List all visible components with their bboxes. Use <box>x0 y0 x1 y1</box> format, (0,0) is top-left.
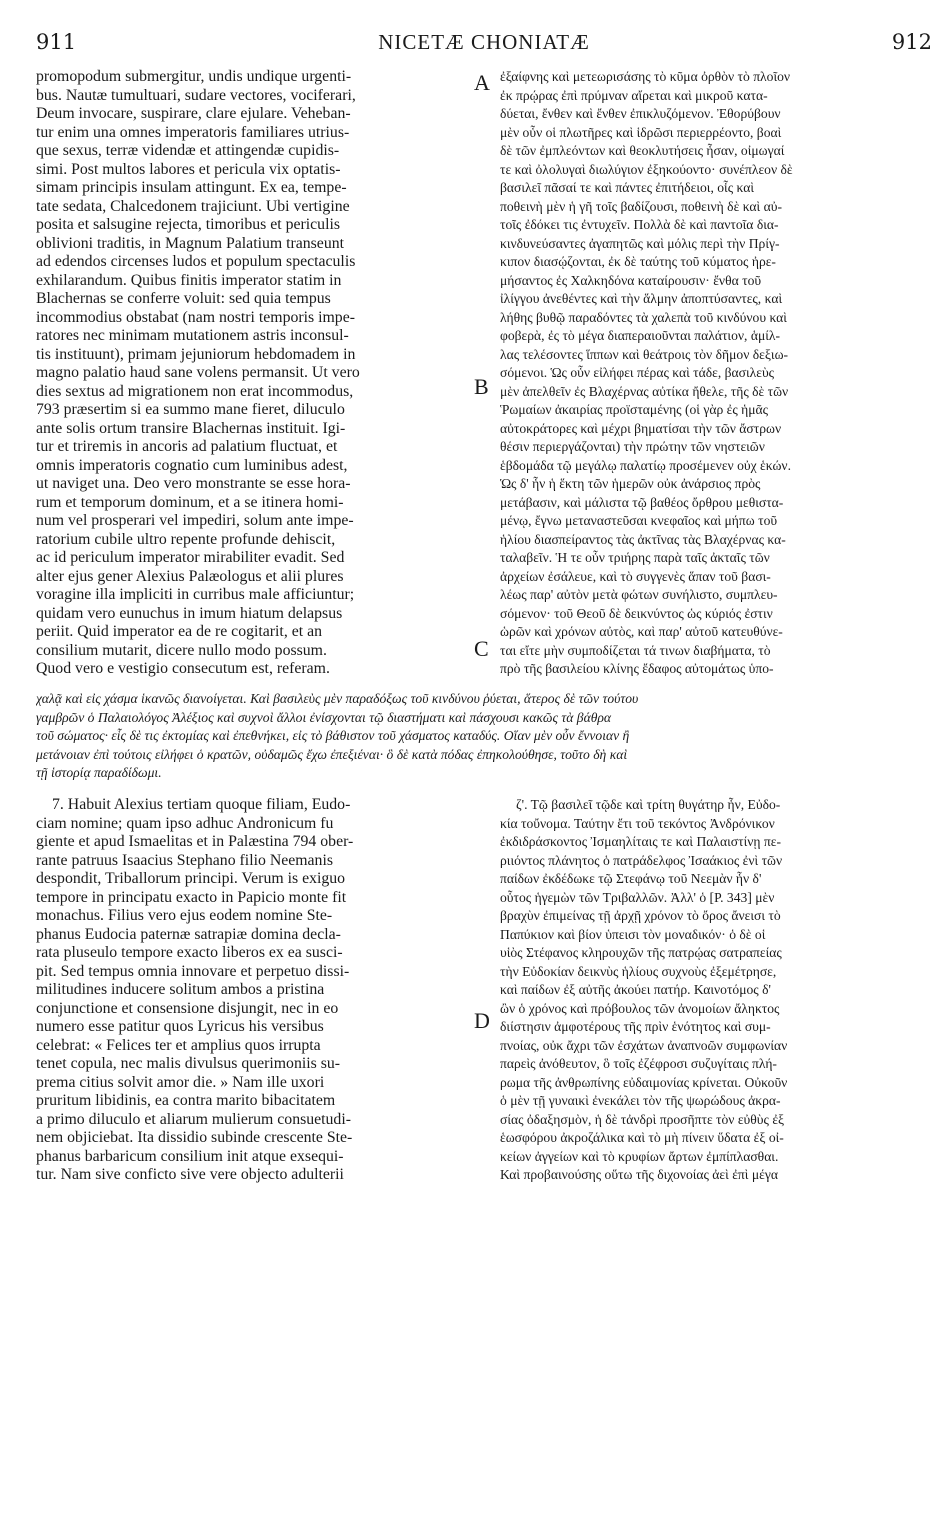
latin-text-line: numero esse patitur quos Lyricus his versibus <box>36 1018 324 1035</box>
greek-text-line: κείων ἀγγείων καὶ τὸ κρυφίων ἄρτων ἐμπίπλασθαι. <box>500 1148 779 1164</box>
greek-text-line: ταλαβεῖν. Ἡ τε οὖν τριήρης παρὰ ταῖς ἀκταῖς τῶν <box>500 550 770 565</box>
latin-text-line: Blachernas se conferre voluit: sed quia tempus <box>36 290 331 307</box>
greek-text-line: πρὸ τῆς βασιλείου κλίνης ἔδαφος αὐτομάτως ὑπο- <box>500 661 774 676</box>
latin-text-line: despondit, Triballorum principi. Verum is exiguo <box>36 870 346 887</box>
greek-text-line: Παπύκιον καὶ βίον ὑπεισι τὸν μοναδικόν· ὁ δὲ οἱ <box>500 926 766 942</box>
latin-text-line: militudines inducere solitum ambos a pristina <box>36 981 325 998</box>
greek-text-line: τε καὶ ὀλολυγαὶ διωλύγιον ἐξηκούοντο· συνέπλεον δὲ <box>500 161 793 177</box>
greek-text-line: ἑωσφόρου ἀκροζάλικα καὶ τὸ μὴ πίνειν ὕδατα ἐξ οἰ- <box>500 1130 784 1145</box>
latin-text-line: incommodius obstabat (nam nostri temporis impe- <box>36 308 355 326</box>
margin-marker-a: A <box>474 70 490 95</box>
greek-text-line: μετάβασιν, καὶ μάλιστα τῷ βαθέος ὄρθρου μεθιστα- <box>500 494 784 510</box>
latin-text-line: ciam nomine; quam ipso adhuc Andronicum fu <box>36 814 334 832</box>
latin-text-line: omnis imperatoris cognatio cum luminibus adest, <box>36 456 348 474</box>
greek-text-line: λας τελέσοντες ἵππων καὶ θεάτροις τὸν δῆμον δεξιω- <box>500 346 789 362</box>
latin-text-line: quidam vero eunuchus in imum hiatum delapsus <box>36 604 343 622</box>
greek-text-line: ποθεινὴ μὲν ἡ γῆ τοῖς βαδίζουσι, ποθεινὴ δὲ καὶ αὐ- <box>500 198 782 214</box>
latin-text-line: tempore in principatu exacto in Papicio monte fit <box>36 888 347 906</box>
latin-text-line: exhilarandum. Quibus finitis imperator statim in <box>36 271 342 289</box>
greek-text-line: σόμενον· τοῦ Θεοῦ δὲ δεικνύντος ὡς κύριός ἐστιν <box>500 605 773 621</box>
latin-text-line: tur enim una omnes imperatoris familiares utrius- <box>36 123 350 141</box>
margin-marker-d: D <box>474 1008 490 1033</box>
greek-text-line: μετάνοιαν ἐπὶ τούτοις εἰλήφει ὁ κρατῶν, οὐδαμῶς ἔχω ἐπεξιέναι· ὃ δὲ κατὰ πόδας ἐπηκολούθησε, τοῦτο δὴ καὶ <box>36 746 628 762</box>
greek-text-line: τοῖς ἐδόκει τις ἐντυχεῖν. Πολλὰ δὲ καὶ παντοῖα δια- <box>500 217 779 232</box>
greek-text-line: ὡρῶν καὶ χρόνων αὐτὸς, καὶ παρ' αὐτοῦ κατευθύνε- <box>500 624 783 639</box>
greek-text-line: λέως παρ' αὐτὸν μετὰ φώτων συνήλιστο, συμπλευ- <box>500 587 778 602</box>
greek-text-line: Ὡς δ' ἦν ἡ ἕκτη τῶν ἡμερῶν οὐκ ἀνάρσιος πρὸς <box>500 476 761 491</box>
greek-text-line: γαμβρῶν ὁ Παλαιολόγος Ἀλέξιος καὶ συχνοὶ ἄλλοι ἐνίσχονται τῷ διαστήματι καὶ πάσχουσι κακῶς τὰ βάθρα <box>36 709 612 725</box>
latin-text-line: ratorium cubile ultro repente profunde dehiscit, <box>36 530 336 548</box>
running-title: NICETÆ CHONIATÆ <box>378 30 590 54</box>
greek-text-line: καὶ παίδων ἐξ αὐτῆς ἀκούει πατήρ. Καινοτόμος δ' <box>500 982 771 997</box>
greek-text-line: φοβερὰ, ἐς τὸ μέγα διαπεραιοῦνται παλάτιον, ἁμίλ- <box>500 328 781 343</box>
latin-text-line: pit. Sed tempus omnia innovare et perpetuo dissi- <box>36 962 350 980</box>
greek-text-line: παίδων ἐκδέδωκε τῷ Στεφάνῳ τοῦ Νεεμὰν ἦν δ' <box>500 871 762 886</box>
latin-text-line: alter ejus gener Alexius Palæologus et alii plures <box>36 567 344 585</box>
greek-text-line: κία τοὔνομα. Ταύτην ἔτι τοῦ τεκόντος Ἀνδρόνικον <box>500 815 775 831</box>
latin-text-line: phanus Eudocia paternæ satrapiæ domina decla- <box>36 925 341 943</box>
latin-text-line: 793 præsertim si ea summo mane fieret, diluculo <box>36 401 345 418</box>
greek-text-line: μὲν ἀπελθεῖν ἐς Βλαχέρνας αὐτίκα ἤθελε, τῆς δὲ τῶν <box>500 383 789 399</box>
greek-text-line: ἐξαίφνης καὶ μετεωρισάσης τὸ κῦμα ὀρθὸν τὸ πλοῖον <box>500 69 791 84</box>
latin-text-line: ratores nec minimam mutationem astris inconsul- <box>36 327 349 344</box>
latin-text-line: oblivioni traditis, in Magnum Palatium transeunt <box>36 234 345 252</box>
latin-text-line: consilium mutarit, dicere nullo modo possum. <box>36 641 327 659</box>
greek-text-line: ριιόντος πλάνητος ὁ πατράδελφος Ἰσαάκιος ἐνὶ τῶν <box>500 852 783 868</box>
latin-text-line: posita et salsugine rejecta, timoribus et periculis <box>36 216 341 233</box>
greek-text-line: τὴν Εὐδοκίαν δεικνὺς ἡλίους συχνοὺς ἐξεμέτρησε, <box>500 963 777 979</box>
greek-text-line: ἑβδομάδα τῷ μεγάλῳ παλατίῳ προσέμενεν οὐχ ἑκών. <box>500 457 791 473</box>
greek-text-line: ἡλίου διασπείραντος τὰς ἀκτῖνας τὰς Βλαχέρνας κα- <box>500 531 786 547</box>
latin-text-line: Quod vero e vestigio consecutum est, referam. <box>36 660 330 677</box>
greek-text-line: θέσιν περιεργάζονται) τὴν πρώτην τῶν νηστειῶν <box>500 439 765 454</box>
latin-text-line: rum et temporum dominum, et a se itinera homi- <box>36 493 344 511</box>
latin-text-line: tur et triremis in ancoris ad palatium fluctuat, et <box>36 438 338 455</box>
latin-text-line: Deum invocare, suspirare, clare ejulare. Veheban- <box>36 105 351 122</box>
latin-text-line: tate sedata, Chalcedonem trajiciunt. Ubi vertigine <box>36 197 350 215</box>
greek-text-line: σόμενοι. Ὡς οὖν εἰλήφει πέρας καὶ τάδε, βασιλεὺς <box>500 365 775 380</box>
greek-text-line: χαλᾷ καὶ εἰς χάσμα ἱκανῶς διανοίγεται. Καὶ βασιλεὺς μὲν παραδόξως τοῦ κινδύνου ῥύεται, ἅτερος δὲ τῶν τούτου <box>36 691 639 706</box>
latin-text-line: a primo diluculo et aliarum mulierum consuetudi- <box>36 1110 351 1128</box>
latin-text-line: monachus. Filius vero ejus eodem nomine Ste- <box>36 907 333 924</box>
latin-text-line: voragine illa impliciti in curribus male afficiuntur; <box>36 586 355 603</box>
left-page-number: 911 <box>36 30 77 54</box>
greek-text-line: σίας ὀδαξησμὸν, ἡ δὲ τἀνδρὶ προσῆπτε τὸν εὐθὺς ἐξ <box>500 1111 785 1127</box>
greek-text-line: μὲν οὖν οἱ πλωτῆρες καὶ ἱδρῶσι περιερρέοντο, βοαὶ <box>500 124 782 140</box>
latin-text-line: tis instituunt), primam jejuniorum hebdomadem in <box>36 345 356 363</box>
greek-text-line: ἰλίγγου ἀνεθέντες καὶ τὴν ἅλμην ἀποπτύσαντες, καὶ <box>500 291 783 306</box>
greek-text-line: ἀρχείων ἐσάλευε, καὶ τὸ συγγενὲς ἅπαν τοῦ βασι- <box>500 568 771 584</box>
greek-text-line: λήθης βυθῷ παραδόντες τὰ χαλεπὰ τοῦ κινδύνου καὶ <box>500 309 787 325</box>
greek-text-line: μένῳ, ἔγνω μεταναστεῦσαι κνεφαῖος καὶ μήπω τοῦ <box>500 513 778 528</box>
latin-text-line: conjunctione et consensione disjungit, nec in eo <box>36 999 339 1017</box>
greek-text-line: ἐκ πρῴρας ἐπὶ πρύμναν αἴρεται καὶ μικροῦ κατα- <box>500 87 768 103</box>
greek-text-line: ἐκδιδράσκοντος Ἰσμαηλίταις τε καὶ Παλαιστίνῃ πε- <box>500 834 781 849</box>
latin-text-line: simi. Post multos labores et pericula vix optatis- <box>36 160 341 178</box>
latin-text-line: rante patruus Isaacius Stephano filio Neemanis <box>36 851 333 869</box>
latin-text-line: celebrat: « Felices ter et amplius quos irrupta <box>36 1036 321 1054</box>
latin-text-line: pruritum libidinis, ea contra marito bibacitatem <box>36 1092 336 1109</box>
greek-column-top <box>500 68 934 690</box>
greek-text-line: Ῥωμαίων ἀκαιρίας προϊσταμένης (οἱ γὰρ ἐς ἡμᾶς <box>500 402 769 417</box>
latin-text-line: ac id periculum imperator mirabiliter evadit. Sed <box>36 549 345 566</box>
greek-text-line: δὲ τῶν ἐμπλεόντων καὶ θεοκλυτήσεις ἦσαν, οἰμωγαί <box>500 143 785 158</box>
greek-text-line: αὐτοκράτορες καὶ μέχρι βηματίσαι τὴν τῶν ἄστρων <box>500 420 782 436</box>
latin-text-line: ad edendos circenses ludos et populum spectaculis <box>36 253 356 270</box>
greek-text-line: διίστησιν ἀμφοτέρους τῆς πρὶν ἑνότητος καὶ συμ- <box>500 1019 771 1034</box>
greek-text-line: βραχὺν ἐπιμείνας τῇ ἀρχῇ χρόνον τὸ ὄρος ἄνεισι τὸ <box>500 908 781 923</box>
latin-text-line: simam principis insulam attingunt. Ex ea, tempe- <box>36 179 347 196</box>
greek-full-width-passage <box>36 690 932 785</box>
latin-text-line: que sexus, terræ videndæ et attingendæ cupidis- <box>36 142 340 159</box>
latin-text-line: tenet copula, nec malis divulsus querimoniis su- <box>36 1055 341 1072</box>
latin-column-bottom <box>36 796 468 1196</box>
greek-text-line: ται εἴτε μὴν συμποδίζεται τά τινων διαβήματα, τὸ <box>500 642 771 658</box>
latin-text-line: bus. Nautæ tumultuari, sudare vectores, vociferari, <box>36 86 356 104</box>
latin-column-top <box>36 68 468 690</box>
greek-column-bottom <box>500 796 934 1196</box>
margin-marker-b: B <box>474 374 489 399</box>
latin-text-line: rata pluseulo tempore exacto liberos ex ea susci- <box>36 944 343 961</box>
greek-text-line: ὢν ὁ χρόνος καὶ πρόβουλος τῶν ἀνομοίων ἄληκτος <box>500 1000 780 1016</box>
greek-text-line: τῇ ἱστορίᾳ παραδίδωμι. <box>36 765 162 780</box>
greek-text-line: παρεὶς ἀνόθευτον, ὃ τοῖς ἐζέφροσι συζυγίταις πλή- <box>500 1056 777 1071</box>
greek-text-line: τοῦ σώματος· εἷς δὲ τις ἐκτομίας καὶ ἐπεθνήκει, εἰς τὸ βάθιστον τοῦ χάσματος καταδύς. Οἵαν μὲν οὖν ἔννοιαν ἢ <box>36 728 630 743</box>
margin-marker-c: C <box>474 636 489 661</box>
latin-text-line: giente et apud Ismaelitas et in Palæstina 794 ober- <box>36 833 354 850</box>
greek-text-line: κινδυνεύσαντες ἀγαπητῶς καὶ μόλις περὶ τὴν Πρίγ- <box>500 235 780 251</box>
right-page-number: 912 <box>891 30 932 54</box>
greek-text-line: Καὶ προβαινούσης οὕτω τῆς διχονοίας ἀεὶ ἐπὶ μέγα <box>500 1167 778 1182</box>
latin-text-line: prema citius solvit amor die. » Nam ille uxori <box>36 1073 325 1091</box>
latin-text-line: nem objiciebat. Ita dissidio subinde crescente Ste- <box>36 1129 353 1146</box>
latin-text-line: num vel prosperari vel impediri, solum ante impe- <box>36 512 354 529</box>
running-header <box>36 30 932 60</box>
latin-text-line: periit. Quid imperator ea de re cogitarit, et an <box>36 623 322 640</box>
latin-text-line: phanus barbaricum consilium init atque exsequi- <box>36 1147 344 1165</box>
greek-text-line: ὁ μὲν τῇ γυναικὶ ἐνεκάλει τὸν τῆς ψωρώδους ἀκρα- <box>500 1093 781 1108</box>
greek-text-line: υἱὸς Στέφανος κληρουχῶν τῆς πατρῴας σατραπείας <box>500 945 782 960</box>
greek-text-line: δύεται, ἔνθεν καὶ ἔνθεν ἐπικλυζόμενον. Ἐθορύβουν <box>500 106 781 121</box>
latin-text-line: ut naviget una. Deo vero monstrante se esse hora- <box>36 475 351 492</box>
greek-text-line: ρωμα τῆς ἀνθρωπίνης εὐδαιμονίας κρίνεται. Οὐκοῦν <box>500 1074 788 1090</box>
latin-text-line: promopodum submergitur, undis undique urgenti- <box>36 68 352 85</box>
latin-text-line: tur. Nam sive conficto sive vere objecto adulterii <box>36 1166 344 1183</box>
latin-text-line: 7. Habuit Alexius tertiam quoque filiam, Eudo- <box>52 796 351 813</box>
latin-text-line: ante solis ortum transire Blachernas instituit. Igi- <box>36 419 346 437</box>
greek-text-line: βασιλεῖ πᾶσαί τε καὶ πάντες ἐπιτήδειοι, οἷς καὶ <box>500 180 754 195</box>
latin-text-line: magno palatio haud sane volens permansit. Ut vero <box>36 364 360 381</box>
greek-text-line: κιπον διασῴζονται, ἐκ δὲ ταύτης τοῦ κύματος ἠρε- <box>500 254 776 269</box>
latin-text-line: dies sextus ad migrationem non erat incommodus, <box>36 382 354 400</box>
greek-text-line: ζ'. Τῷ βασιλεῖ τῷδε καὶ τρίτη θυγάτηρ ἦν, Εὐδο- <box>516 797 781 812</box>
greek-text-line: οὗτος ἡγεμὼν τῶν Τριβαλλῶν. Ἀλλ' ὁ [P. 343] μὲν <box>500 889 775 905</box>
greek-text-line: μήσαντος ἐς Χαλκηδόνα καταίρουσιν· ἔνθα τοῦ <box>500 272 762 288</box>
greek-text-line: πνοίας, οὐκ ἄχρι τῶν ἐσχάτων ἀναπνοῶν συμφωνίαν <box>500 1037 788 1053</box>
